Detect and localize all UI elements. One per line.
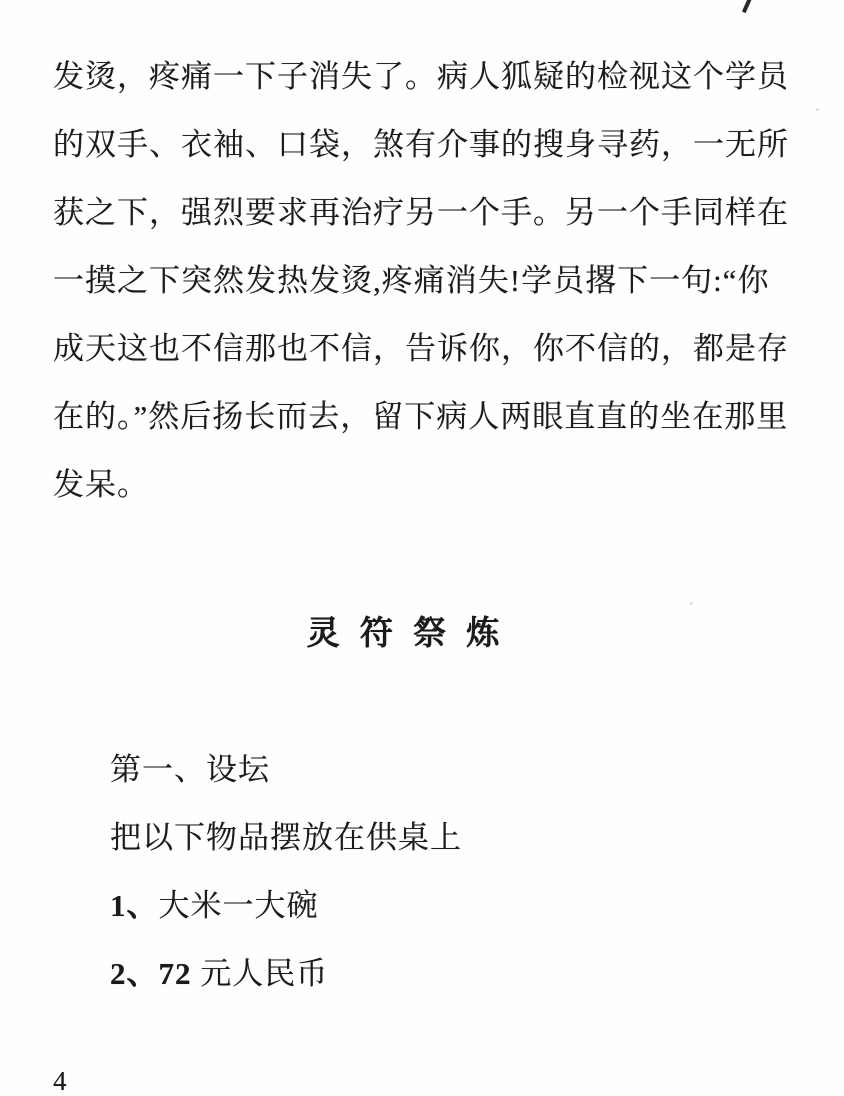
item-marker: 1、 [110, 888, 159, 923]
scan-speck [690, 602, 693, 605]
item-bold-text: 72 [158, 956, 201, 991]
page-number: 4 [53, 1066, 67, 1096]
paragraph-line: 获之下，强烈要求再治疗另一个手。另一个手同样在 [53, 195, 789, 230]
item-marker: 2、 [110, 956, 159, 991]
section-heading: 灵 符 祭 炼 [306, 616, 506, 652]
scan-speck [816, 108, 819, 111]
supply-item [110, 872, 462, 940]
paragraph-line: 的双手、衣袖、口袋，煞有介事的搜身寻药，一无所 [53, 127, 789, 162]
paragraph-line: 成天这也不信那也不信，告诉你，你不信的，都是存 [53, 331, 789, 366]
paragraph-line: 发呆。 [53, 467, 149, 502]
item-text: 元人民币 [200, 956, 329, 991]
paragraph-line: 发烫，疼痛一下子消失了。病人狐疑的检视这个学员 [53, 59, 789, 94]
paragraph-line: 一摸之下突然发热发烫,疼痛消失!学员撂下一句:“你 [53, 263, 770, 298]
scan-artifact [742, 0, 752, 13]
setup-section [110, 736, 462, 1008]
supply-item [110, 940, 462, 1008]
paragraph-line: 在的。”然后扬长而去，留下病人两眼直直的坐在那里 [53, 399, 789, 434]
step-title: 第一、设坛 [110, 752, 270, 787]
item-text: 大米一大碗 [158, 888, 319, 923]
body-paragraph [53, 43, 813, 519]
instruction-line: 把以下物品摆放在供桌上 [110, 820, 462, 855]
